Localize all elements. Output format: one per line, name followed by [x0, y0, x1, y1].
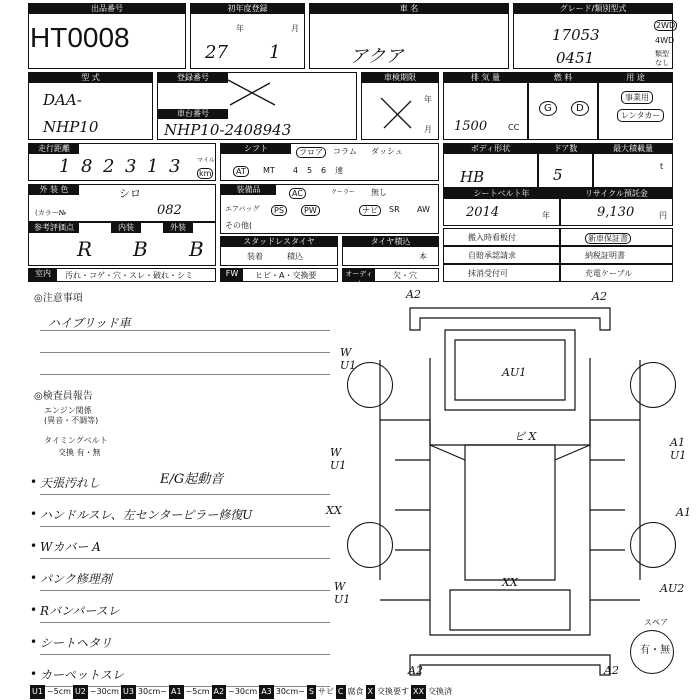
mileage-label: 走行距離	[29, 144, 79, 154]
shift-floor: フロア	[296, 147, 326, 158]
equip-ac: AC	[289, 188, 306, 199]
spare-label: スペア	[644, 618, 668, 627]
mark-w-u1-rear-left: W U1	[334, 580, 351, 606]
legend-value: ~30cm	[89, 687, 119, 696]
audio-label: オーディオ	[343, 269, 375, 281]
body-label: ボディ形状	[444, 144, 537, 154]
legend-value: サビ	[317, 687, 334, 696]
shift-6: 6	[321, 166, 327, 175]
doc-item	[443, 228, 560, 246]
equip-none: 無し	[371, 188, 387, 197]
model-value-2: NHP10	[43, 118, 99, 136]
lot-number: HT0008	[30, 22, 130, 53]
inspector-note-item: Wカバー A	[40, 540, 101, 554]
first-registration-label: 初年度登録	[191, 4, 304, 14]
seatbelt-unit: 年	[542, 211, 550, 220]
chassis-value: NHP10-2408943	[164, 121, 292, 139]
note-line	[40, 654, 330, 655]
legend-value: ~5cm	[46, 687, 71, 696]
color-value: シロ	[119, 187, 141, 200]
doors-label: ドア数	[539, 144, 592, 154]
note-line	[40, 590, 330, 591]
bullet-dot: •	[30, 571, 38, 585]
mileage-digit: 2	[103, 156, 115, 177]
doc-label: 充電ケーブル	[585, 269, 633, 278]
car-diagram	[300, 280, 700, 680]
bullet-dot: •	[30, 667, 38, 681]
fw-label: FW	[221, 269, 243, 281]
doc-label: 搬入時看板付	[468, 233, 516, 242]
equipment-box	[220, 184, 439, 234]
mileage-digit: 3	[169, 156, 181, 177]
seatbelt-label: シートベルト年	[444, 189, 559, 199]
spare-tire-label: タイヤ積込	[343, 237, 438, 247]
body-box	[443, 143, 538, 188]
doc-label: 納税証明書	[585, 251, 625, 260]
legend-key: A1	[169, 685, 184, 699]
wheel-front-right	[630, 362, 676, 408]
capacity-unit: t	[660, 162, 664, 171]
mark-au1-roof: AU1	[502, 366, 527, 379]
legend-key: U1	[30, 685, 45, 699]
shift-column: コラム	[333, 147, 357, 156]
bullet-dot: •	[30, 507, 38, 521]
mileage-digit: 1	[147, 156, 159, 177]
interior-condition-box	[28, 268, 216, 282]
type-label: 類型なし	[655, 50, 669, 67]
capacity-box	[593, 143, 673, 188]
eval-label: 参考評価点	[29, 223, 79, 233]
usage-rental: レンタカー	[617, 109, 664, 122]
doors-value: 5	[553, 166, 563, 184]
mark-xx-left: XX	[326, 504, 342, 517]
mark-xx-center: XX	[502, 576, 518, 589]
car-name-value: アクア	[350, 46, 404, 67]
engine-sub: (異音・不調等)	[44, 416, 99, 425]
timing-label: タイミングベルト	[44, 436, 108, 445]
shift-box	[220, 143, 439, 181]
mark-a1-u1-right: A1 U1	[670, 436, 687, 462]
notes-label: ◎注意事項	[34, 293, 83, 304]
inspector-note-item: カーペットスレ	[40, 668, 124, 682]
spare-value: 有・無	[640, 645, 670, 656]
mark-au2-right: AU2	[660, 582, 685, 595]
mileage-box	[28, 143, 216, 181]
doc-item	[560, 246, 673, 264]
grade-box	[513, 3, 676, 69]
note-line	[40, 558, 330, 559]
capacity-label: 最大積載量	[594, 144, 672, 154]
doc-label: 抹消受付可	[468, 269, 508, 278]
shift-4: 4	[293, 166, 299, 175]
displacement-box	[443, 72, 528, 140]
notes-text: ハイブリッド車	[48, 316, 131, 330]
usage-box	[598, 72, 673, 140]
mileage-digit: 8	[81, 156, 93, 177]
legend-key: C	[336, 685, 346, 699]
reg-label: 登録番号	[158, 73, 228, 83]
equip-airbag: エアバッグ	[225, 205, 260, 213]
mark-a2-top-right: A2	[592, 290, 607, 303]
spare-tire-box	[342, 236, 439, 266]
inspector-note-item: ハンドルスレ、左センターピラー修復U	[40, 508, 253, 522]
legend-key: S	[307, 685, 316, 699]
legend-key: A3	[259, 685, 274, 699]
note-line	[40, 526, 330, 527]
inspector-label: ◎検査員報告	[34, 391, 93, 402]
legend-value: ~30cm	[228, 687, 258, 696]
mileage-unit-top: マイル	[197, 157, 215, 164]
legend-value: 30cm~	[275, 687, 305, 696]
inspection-label: 車検期限	[362, 73, 438, 83]
displacement-label: 排 気 量	[444, 73, 527, 83]
shift-label: シフト	[221, 144, 291, 154]
mark-w-u1-mid-left: W U1	[330, 446, 347, 472]
evaluation-box	[28, 222, 216, 266]
legend-key: X	[366, 685, 375, 699]
car-name-box	[309, 3, 509, 69]
timing-values: 交換 有・無	[58, 448, 101, 457]
chassis-label: 車台番号	[158, 109, 228, 119]
legend-value: ~5cm	[185, 687, 210, 696]
eval-value: R	[77, 237, 93, 261]
seatbelt-box	[443, 188, 560, 226]
mark-bi-x: ビ X	[514, 430, 537, 443]
exterior-value: B	[189, 237, 204, 261]
equip-navi: ナビ	[359, 205, 381, 216]
legend-value: 腐食	[347, 687, 364, 696]
interior-value: B	[133, 237, 148, 261]
color-label: 外 装 色	[29, 185, 79, 195]
insp-month: 月	[424, 125, 432, 134]
inspector-note-item: Rバンパースレ	[40, 604, 120, 618]
shift-mt: MT	[263, 166, 275, 175]
year-value: 27	[205, 42, 228, 63]
legend-key: U3	[121, 685, 136, 699]
grade-label: グレード/類別型式	[514, 4, 672, 14]
note-line	[40, 622, 330, 623]
legend-key: XX	[411, 685, 426, 699]
recycle-value: 9,130	[597, 205, 635, 220]
fuel-box	[528, 72, 598, 140]
legend-value: 交換要す	[376, 687, 409, 696]
inspector-note-item: パンク修理剤	[40, 572, 112, 586]
drive-2wd: 2WD	[656, 21, 676, 30]
displacement-value: 1500	[454, 119, 488, 134]
color-code-value: 082	[157, 203, 182, 218]
inspection-crossed-mark	[376, 93, 416, 133]
note-line	[40, 494, 330, 495]
displacement-unit: CC	[508, 123, 520, 132]
mileage-digit: 1	[59, 156, 71, 177]
fw-values: ヒビ・A・交換要	[255, 271, 317, 280]
equip-aw: AW	[417, 205, 430, 214]
interior-cond-label: 室内	[29, 269, 57, 281]
grade-value-2: 0451	[556, 49, 595, 67]
interior-label: 内装	[111, 223, 141, 233]
first-registration-box	[190, 3, 305, 69]
fuel-label: 燃 料	[529, 73, 597, 83]
legend-key: U2	[73, 685, 88, 699]
exterior-label: 外装	[163, 223, 193, 233]
inspector-note-item: 天張汚れし	[40, 476, 101, 490]
grade-value-1: 17053	[552, 26, 600, 44]
studless-load: 積込	[287, 252, 303, 261]
fuel-d: D	[571, 101, 589, 116]
mark-w-u1-front-left: W U1	[340, 346, 357, 372]
equip-pw: PW	[301, 205, 320, 216]
interior-cond-values: 汚れ・コゲ・穴・スレ・破れ・シミ	[65, 271, 193, 280]
doc-item	[443, 246, 560, 264]
usage-business: 事業用	[621, 91, 653, 104]
inspection-box	[361, 72, 439, 140]
mark-a2-top-left: A2	[406, 288, 421, 301]
studless-yes: 装着	[247, 252, 263, 261]
year-unit: 年	[236, 24, 244, 33]
recycle-unit: 円	[659, 211, 667, 220]
wheel-rear-right	[630, 522, 676, 568]
engine-label: エンジン関係	[44, 406, 92, 415]
mileage-digit: 3	[125, 156, 137, 177]
usage-label: 用 途	[599, 73, 672, 83]
shift-speed: 速	[335, 166, 343, 175]
doc-label: 新車保証書	[585, 233, 631, 244]
shift-5: 5	[307, 166, 313, 175]
bullet-dot: •	[30, 603, 38, 617]
equip-sr: SR	[389, 205, 400, 214]
spare-tire-value: 本	[419, 252, 427, 261]
mark-a1-right: A1	[676, 506, 691, 519]
recycle-label: リサイクル預託金	[561, 189, 672, 199]
studless-box	[220, 236, 338, 266]
equip-other: その他(	[225, 221, 253, 230]
audio-values: 欠・穴	[393, 271, 417, 280]
model-box	[28, 72, 153, 140]
bullet-dot: •	[30, 475, 38, 489]
color-code-label: (カラー№	[35, 209, 67, 217]
doc-item	[560, 228, 673, 246]
doc-label: 自賠承認請求	[468, 251, 516, 260]
insp-year: 年	[424, 95, 432, 104]
body-value: HB	[460, 168, 485, 186]
month-unit: 月	[291, 24, 299, 33]
engine-note: E/G起動音	[160, 472, 224, 487]
lot-label: 出品番号	[29, 4, 185, 14]
legend-key: A2	[212, 685, 227, 699]
shift-dash: ダッシュ	[371, 147, 403, 156]
legend-value: 交換済	[427, 687, 452, 696]
damage-legend	[30, 685, 698, 699]
drive-4wd: 4WD	[655, 36, 675, 45]
recycle-box	[560, 188, 673, 226]
studless-label: スタッドレスタイヤ	[221, 237, 337, 247]
mark-a2-bottom-left: A2	[408, 664, 423, 677]
doors-box	[538, 143, 593, 188]
shift-at: AT	[233, 166, 249, 177]
seatbelt-value: 2014	[466, 205, 500, 220]
reg-crossed-mark	[220, 75, 280, 110]
mileage-unit-bottom: km	[199, 169, 212, 178]
model-value-1: DAA-	[43, 91, 82, 109]
legend-value: 30cm~	[137, 687, 167, 696]
model-label: 型 式	[29, 73, 152, 83]
equip-cooler: クーラー	[331, 189, 356, 196]
wheel-rear-left	[347, 522, 393, 568]
fuel-g: G	[539, 101, 557, 116]
equip-ps: PS	[271, 205, 287, 216]
inspector-note-item: シートヘタリ	[40, 636, 113, 650]
bullet-dot: •	[30, 539, 38, 553]
equipment-label: 装備品	[221, 185, 276, 195]
mark-a2-bottom-right: A2	[604, 664, 619, 677]
car-name-label: 車 名	[310, 4, 508, 14]
bullet-dot: •	[30, 635, 38, 649]
color-box	[28, 184, 216, 222]
month-value: 1	[269, 42, 281, 63]
